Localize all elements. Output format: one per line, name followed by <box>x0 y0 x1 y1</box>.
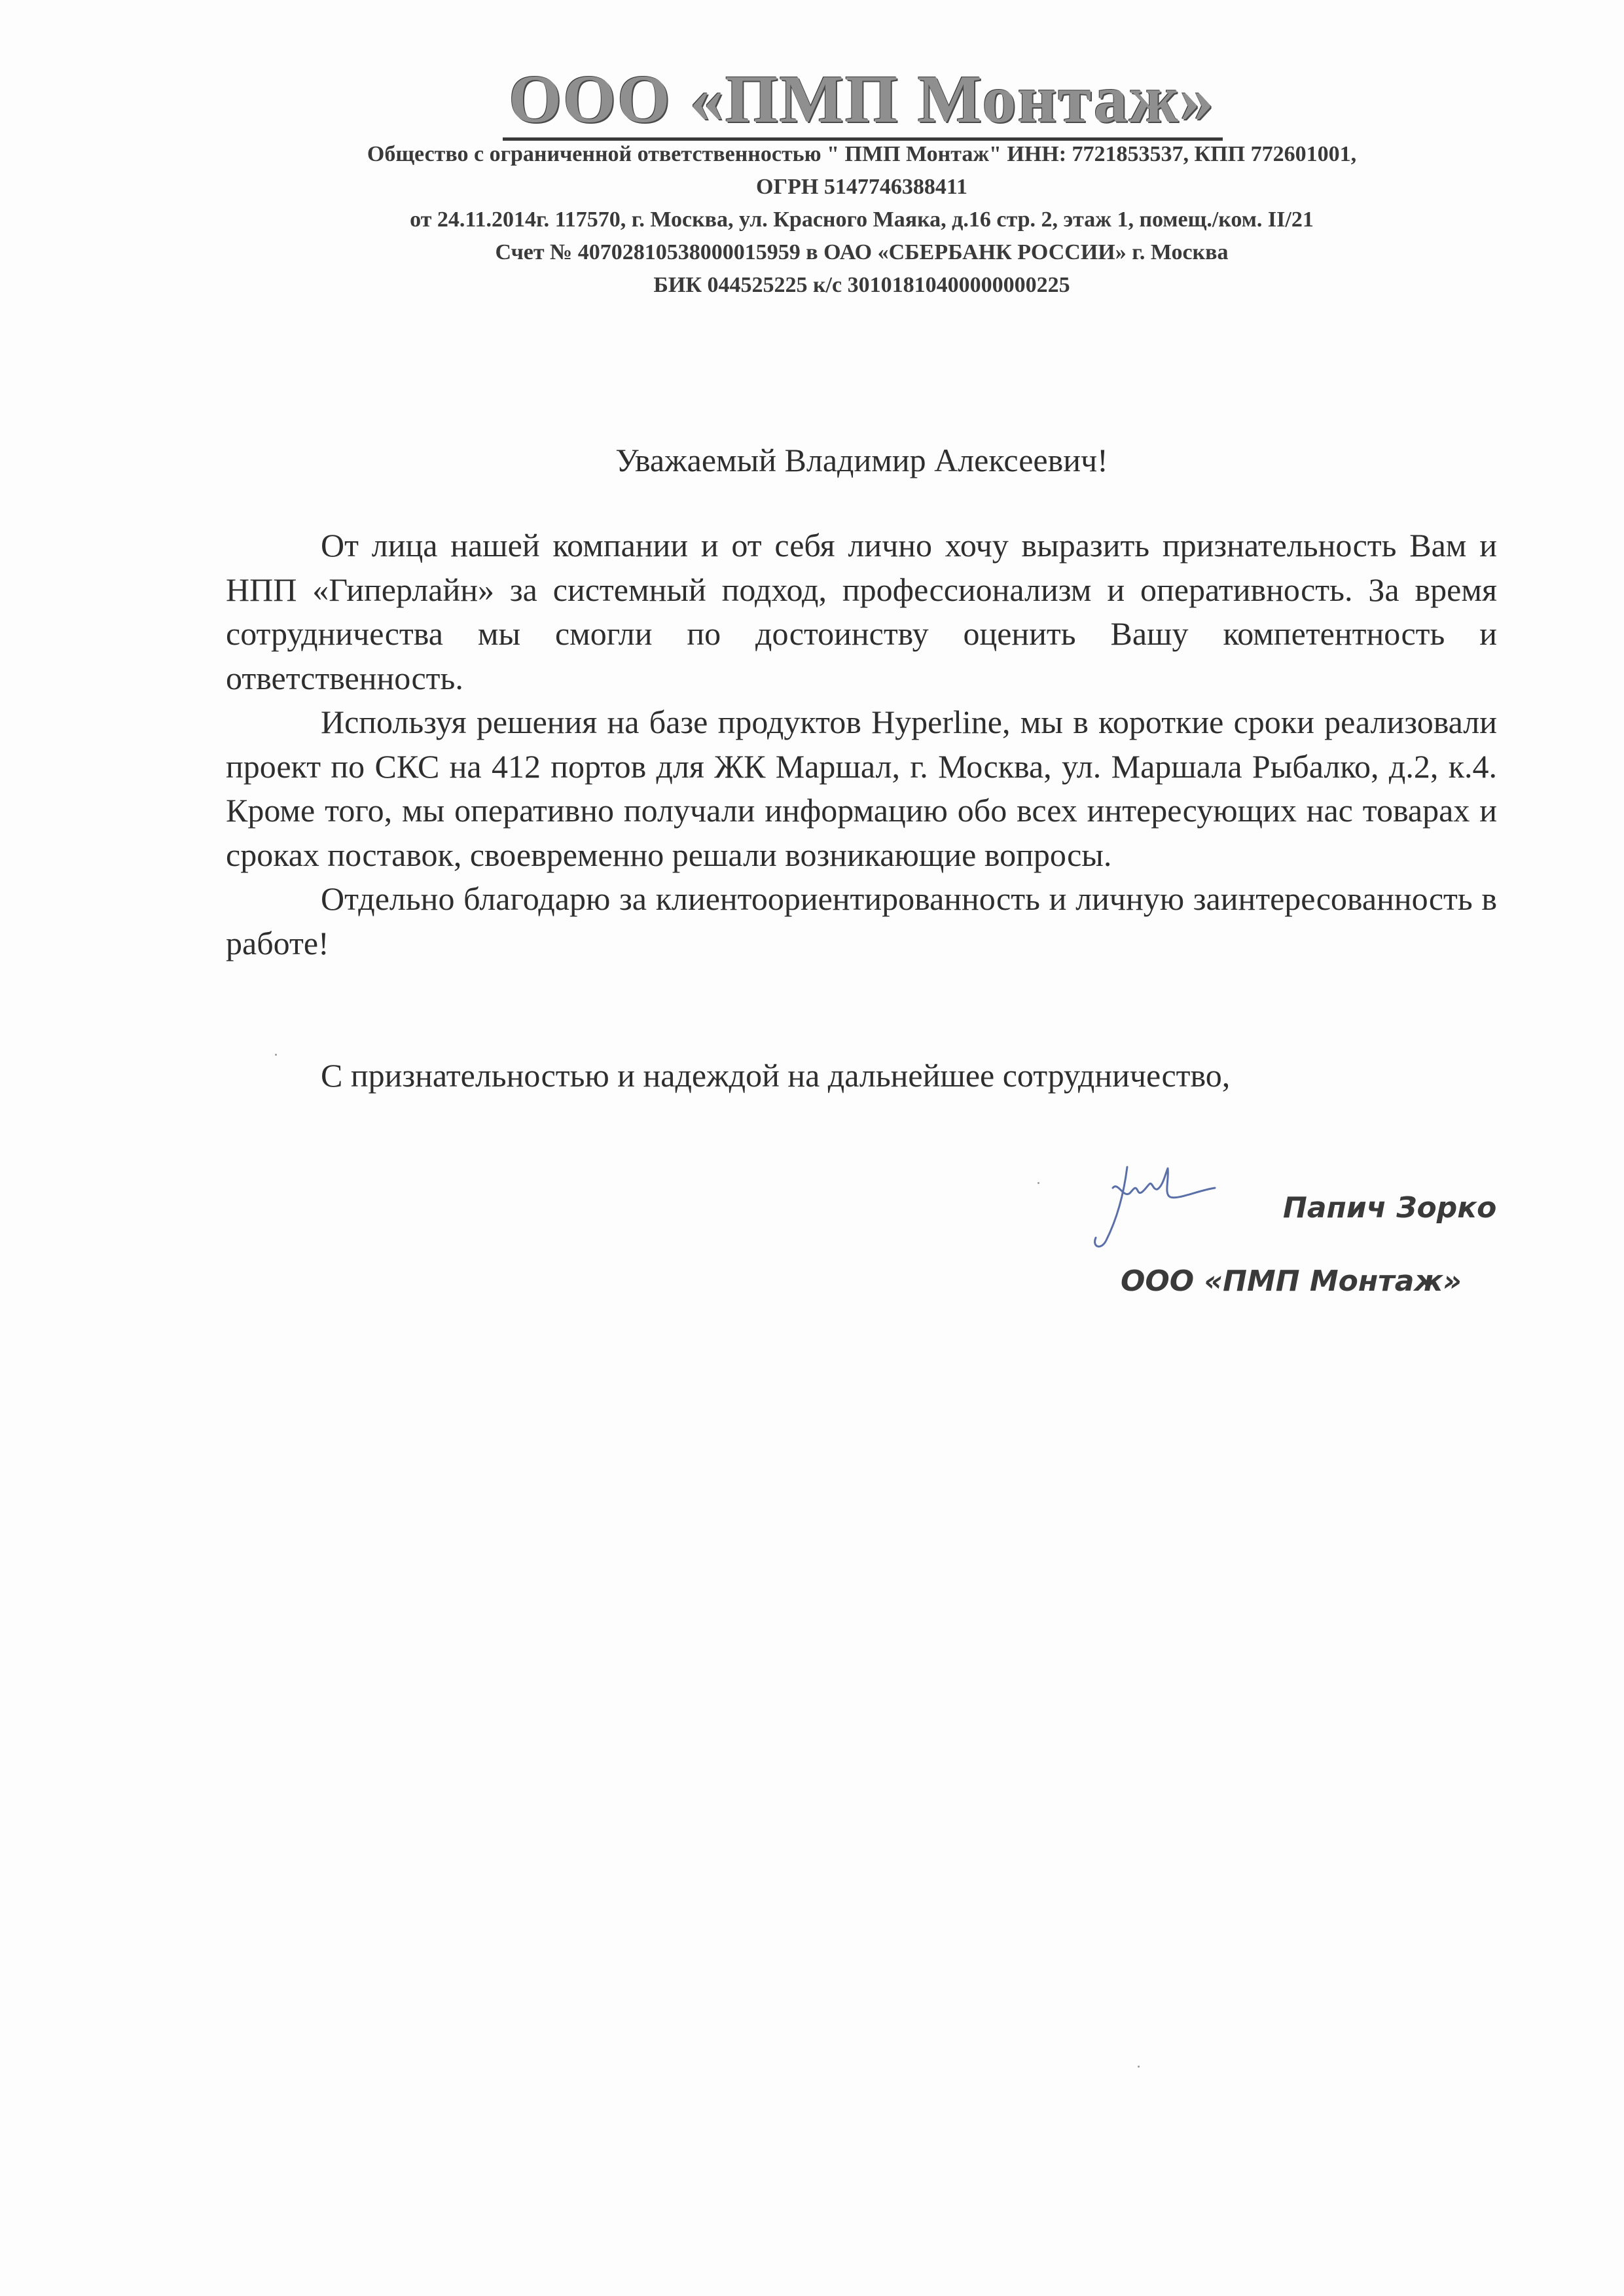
company-title: ООО «ПМП Монтаж» <box>508 62 1216 137</box>
requisites-line-account: Счет № 40702810538000015959 в ОАО «СБЕРБАНК РОССИИ» г. Москва <box>495 240 1229 264</box>
body-paragraph-3: Отдельно благодарю за клиентоориентированность и личную заинтересованность в работе! <box>226 880 1497 961</box>
scan-speck <box>1138 2066 1140 2068</box>
requisites-line-legal-name: Общество с ограниченной ответственностью " ПМП Монтаж" ИНН: 7721853537, КПП 772601001, <box>367 142 1357 166</box>
requisites-line-ogrn: ОГРН 5147746388411 <box>756 175 967 199</box>
scan-speck <box>1038 1182 1039 1184</box>
body-paragraph-1: От лица нашей компании и от себя лично хочу выразить признательность Вам и НПП «Гиперлайн» за системный подход, профессионализм и оперативность. За время сотрудничества мы смогли по достоинству оценить Вашу компетентность и ответственность. <box>226 527 1497 696</box>
requisites-line-address: от 24.11.2014г. 117570, г. Москва, ул. Красного Маяка, д.16 стр. 2, этаж 1, помещ./ком. II/21 <box>410 207 1314 232</box>
closing-line: С признательностью и надеждой на дальнейшее сотрудничество, <box>321 1057 1231 1094</box>
handwritten-signature <box>1087 1142 1250 1273</box>
requisites-line-bik: БИК 044525225 к/с 30101810400000000225 <box>653 273 1070 297</box>
signer-company: ООО «ПМП Монтаж» <box>1121 1265 1462 1298</box>
salutation: Уважаемый Владимир Алексеевич! <box>615 442 1108 478</box>
body-paragraph-2: Используя решения на базе продуктов Hyperline, мы в короткие сроки реализовали проект по СКС на 412 портов для ЖК Маршал, г. Москва, ул. Маршала Рыбалко, д.2, к.4. Кроме того, мы оперативно получали информацию обо всех интересующих нас товарах и сроках поставок, своевременно решали возникающие вопросы. <box>226 704 1497 873</box>
letter-body <box>226 524 1497 965</box>
signer-name: Папич Зорко <box>1283 1191 1497 1225</box>
scan-speck <box>275 1054 277 1056</box>
